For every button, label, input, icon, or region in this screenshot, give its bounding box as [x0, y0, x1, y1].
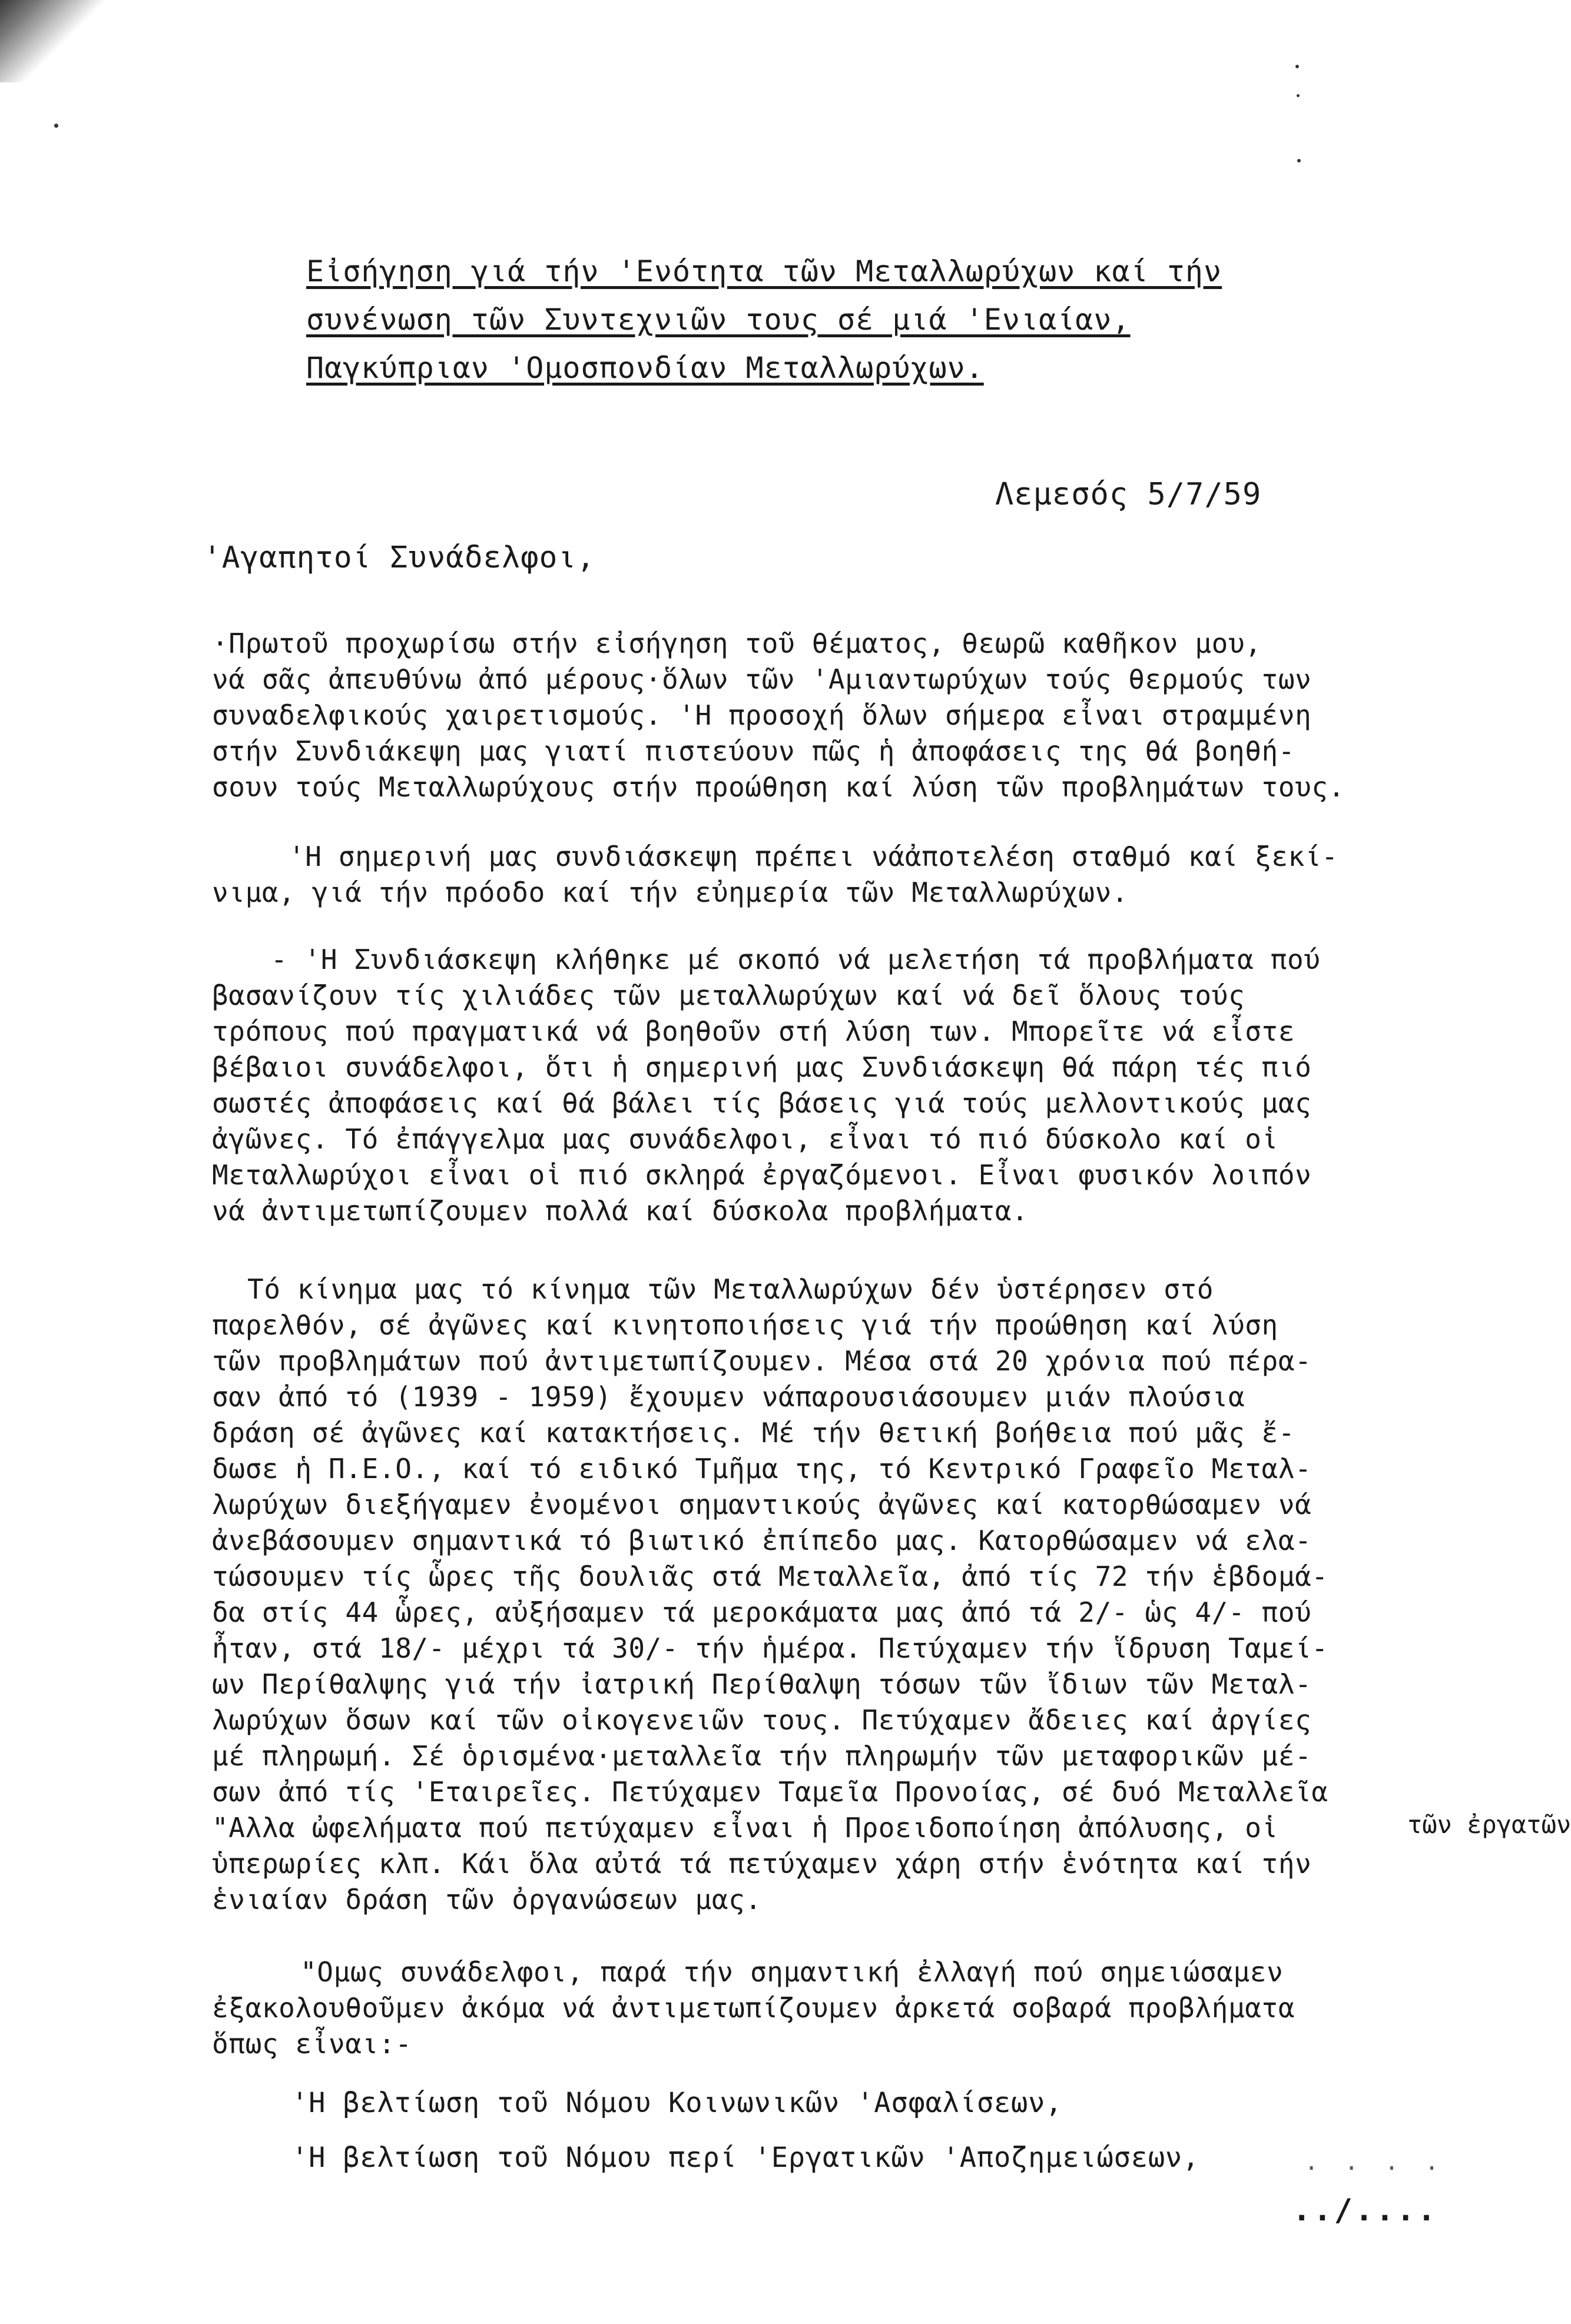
title-line: Εἰσήγηση γιά τήν 'Ενότητα τῶν Μεταλλωρύχων καί τήν — [306, 254, 1222, 288]
text-line: ἀνεβάσουμεν σημαντικά τό βιωτικό ἐπίπεδο μας. Κατορθώσαμεν νά ελα- — [212, 1525, 1312, 1556]
text-line: σωστές ἀποφάσεις καί θά βάλει τίς βάσεις γιά τούς μελλοντικούς μας — [212, 1087, 1312, 1119]
text-line: νά σᾶς ἀπευθύνω ἀπό μέρους·ὅλων τῶν 'Αμιαντωρύχων τούς θερμούς των — [212, 663, 1312, 695]
text-line: "Ομως συνάδελφοι, παρά τήν σημαντική ἐλλαγή πού σημειώσαμεν — [300, 1956, 1284, 1988]
scan-speck — [1295, 65, 1299, 68]
text-line: μέ πληρωμή. Σέ ὁρισμένα·μεταλλεῖα τήν πληρωμήν τῶν μεταφορικῶν μέ- — [212, 1740, 1312, 1772]
text-line: λωρύχων διεξήγαμεν ἐνομένοι σημαντικούς ἀγῶνες καί κατορθώσαμεν νά — [212, 1489, 1312, 1520]
text-line: ὑπερωρίες κλπ. Κάι ὅλα αὐτά τά πετύχαμεν χάρη στήν ἑνότητα καί τήν — [212, 1848, 1312, 1880]
scan-speck — [1297, 159, 1301, 162]
text-line: συναδελφικούς χαιρετισμούς. 'Η προσοχή ὅλων σήμερα εἶναι στραμμένη — [212, 699, 1312, 731]
text-line: ·Πρωτοῦ προχωρίσω στήν εἰσήγηση τοῦ θέματος, θεωρῶ καθῆκον μου, — [212, 628, 1262, 659]
text-line: δράση σέ ἀγῶνες καί κατακτήσεις. Μέ τήν θετική βοήθεια πού μᾶς ἔ- — [212, 1417, 1295, 1449]
text-line: ἑνιαίαν δράση τῶν ὀργανώσεων μας. — [212, 1884, 762, 1915]
text-line: ἐξακολουθοῦμεν ἀκόμα νά ἀντιμετωπίζουμεν ἀρκετά σοβαρά προβλήματα — [212, 1992, 1295, 2024]
text-line: νά ἀντιμετωπίζουμεν πολλά καί δύσκολα προβλήματα. — [212, 1195, 1029, 1227]
text-line: ἦταν, στά 18/- μέχρι τά 30/- τήν ἡμέρα. Πετύχαμεν τήν ἵδρυση Ταμεί- — [212, 1632, 1328, 1664]
text-line: τρόπους πού πραγματικά νά βοηθοῦν στή λύση των. Μπορεῖτε νά εἶστε — [212, 1015, 1295, 1047]
title-line: συνένωση τῶν Συντεχνιῶν τους σέ μιά 'Ενιαίαν, — [306, 303, 1131, 337]
paragraph-achievements — [212, 1271, 1437, 1918]
paragraph-problems-intro — [212, 1954, 1437, 2062]
problem-item: 'Η βελτίωση τοῦ Νόμου Κοινωνικῶν 'Ασφαλίσεων, — [291, 2087, 1063, 2119]
text-line: τῶν προβλημάτων πού ἀντιμετωπίζουμεν. Μέσα στά 20 χρόνια πού πέρα- — [212, 1345, 1312, 1377]
text-line: Μεταλλωρύχοι εἶναι οἱ πιό σκληρά ἐργαζόμενοι. Εἶναι φυσικόν λοιπόν — [212, 1159, 1312, 1191]
paragraph-conference-purpose — [212, 942, 1437, 1229]
salutation: 'Αγαπητοί Συνάδελφοι, — [203, 540, 595, 575]
text-line: νιμα, γιά τήν πρόοδο καί τήν εὐημερία τῶν Μεταλλωρύχων. — [212, 877, 1129, 908]
scan-corner-shadow — [0, 0, 112, 82]
problem-item: 'Η βελτίωση τοῦ Νόμου περί 'Εργατικῶν 'Αποζημειώσεων, — [291, 2142, 1200, 2174]
text-line: Τό κίνημα μας τό κίνημα τῶν Μεταλλωρύχων δέν ὑστέρησεν στό — [247, 1273, 1214, 1305]
text-line: δα στίς 44 ὧρες, αὐξήσαμεν τά μεροκάματα μας ἀπό τά 2/- ὡς 4/- πού — [212, 1596, 1312, 1628]
text-line: δωσε ἡ Π.Ε.Ο., καί τό ειδικό Τμῆμα της, τό Κεντρικό Γραφεῖο Μεταλ- — [212, 1453, 1312, 1485]
place-date: Λεμεσός 5/7/59 — [995, 477, 1262, 512]
text-line: λωρύχων ὅσων καί τῶν οἰκογενειῶν τους. Πετύχαμεν ἄδειες καί ἀργίες — [212, 1704, 1312, 1736]
text-line: βέβαιοι συνάδελφοι, ὅτι ἡ σημερινή μας Συνδιάσκεψη θά πάρη τές πιό — [212, 1051, 1312, 1083]
text-line: σουν τούς Μεταλλωρύχους στήν προώθηση καί λύση τῶν προβλημάτων τους. — [212, 771, 1345, 803]
paragraph-conference-milestone — [212, 839, 1513, 911]
text-line: σαν ἀπό τό (1939 - 1959) ἔχουμεν νάπαρουσιάσουμεν μιάν πλούσια — [212, 1381, 1245, 1413]
text-line: ἀγῶνες. Τό ἐπάγγελμα μας συνάδελφοι, εἶναι τό πιό δύσκολο καί οἱ — [212, 1123, 1278, 1155]
text-line: 'Η σημερινή μας συνδιάσκεψη πρέπει νάἀποτελέση σταθμό καί ξεκί- — [289, 841, 1338, 872]
text-line: στήν Συνδιάκεψη μας γιατί πιστεύουν πῶς ἡ ἀποφάσεις της θά βοηθή- — [212, 735, 1295, 767]
text-line: παρελθόν, σέ ἀγῶνες καί κινητοποιήσεις γιά τήν προώθηση καί λύση — [212, 1309, 1278, 1341]
text-line: τώσουμεν τίς ὧρες τῆς δουλιᾶς στά Μεταλλεῖα, ἀπό τίς 72 τήν ἑβδομά- — [212, 1561, 1328, 1592]
handwritten-margin-note: τῶν ἐργατῶν — [1407, 1810, 1571, 1839]
text-line: βασανίζουν τίς χιλιάδες τῶν μεταλλωρύχων καί νά δεῖ ὅλους τούς — [212, 980, 1245, 1011]
paragraph-greetings — [212, 626, 1437, 805]
text-line: - 'Η Συνδιάσκεψη κλήθηκε μέ σκοπό νά μελετήση τά προβλήματα πού — [271, 944, 1321, 975]
text-line: "Αλλα ὠφελήματα πού πετύχαμεν εἶναι ἡ Προειδοποίηση ἀπόλυσης, οἱ — [212, 1812, 1278, 1844]
document-title — [306, 247, 1260, 392]
scan-speck — [54, 124, 58, 128]
continuation-mark: ../.... — [1292, 2193, 1439, 2228]
text-line: ων Περίθαλψης γιά τήν ἰατρική Περίθαλψη τόσων τῶν ἴδιων τῶν Μεταλ- — [212, 1668, 1312, 1700]
scan-dots: . . . . — [1304, 2149, 1445, 2176]
title-line: Παγκύπριαν 'Ομοσπονδίαν Μεταλλωρύχων. — [306, 351, 984, 385]
text-line: ὅπως εἶναι:- — [212, 2028, 412, 2060]
scan-speck — [1297, 94, 1300, 97]
text-line: σων ἀπό τίς 'Εταιρεῖες. Πετύχαμεν Ταμεῖα Προνοίας, σέ δυό Μεταλλεῖα — [212, 1776, 1328, 1808]
